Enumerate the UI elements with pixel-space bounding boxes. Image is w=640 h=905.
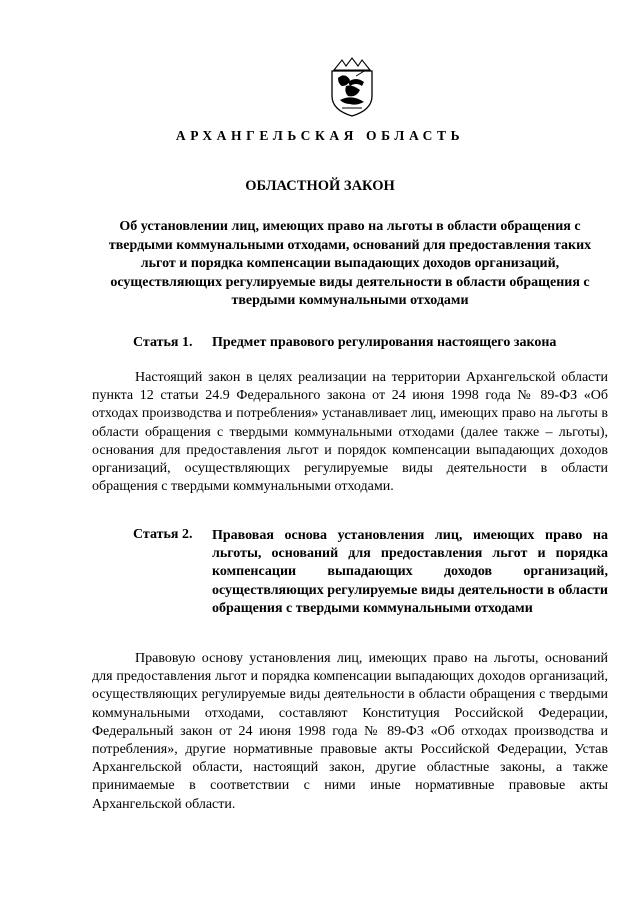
article-1-heading (133, 335, 556, 351)
coat-of-arms-icon (326, 56, 378, 118)
region-name: АРХАНГЕЛЬСКАЯ ОБЛАСТЬ (175, 128, 465, 143)
article-2-number: Статья 2. (133, 527, 193, 542)
article-1-number: Статья 1. (133, 335, 193, 350)
article-1-title: Предмет правового регулирования настоящего закона (212, 335, 557, 350)
law-title: Об установлении лиц, имеющих право на льготы в области обращения с твердыми коммунальными отходами, оснований для предоставления таких льгот и порядка компенсации выпадающих доходов организаций, осуществляющих регулируемые виды деятельности в области обращения с твердыми коммунальными отходами (108, 219, 592, 309)
article-1-text: Настоящий закон в целях реализации на территории Архангельской области пункта 12 статьи 24.9 Федерального закона от 24 июня 1998 года № 89-ФЗ «Об отходах производства и потребления» устанавливает лиц, имеющих право на льготы в области обращения с твердыми коммунальными отходами (далее также – льготы), основания для предоставления льгот и порядок компенсации выпадающих доходов организаций, осуществляющих регулируемые виды деятельности в области обращения с твердыми коммунальными отходами. (92, 370, 608, 495)
law-type: ОБЛАСТНОЙ ЗАКОН (245, 178, 395, 194)
article-2-text: Правовую основу установления лиц, имеющих право на льготы, оснований для предоставления льгот и порядка компенсации выпадающих доходов организаций, осуществляющих регулируемые виды деятельности в области обращения с твердыми коммунальными отходами, составляют Конституция Российской Федерации, Федеральный закон от 24 июня 1998 года № 89-ФЗ «Об отходах производства и потребления», другие нормативные правовые акты Российской Федерации, Устав Архангельской области, настоящий закон, другие областные законы, а также принимаемые в соответствии с ними иные нормативные правовые акты Архангельской области. (92, 651, 608, 812)
article-2-title: Правовая основа установления лиц, имеющих право на льготы, оснований для предоставления льгот и порядка компенсации выпадающих доходов организаций, осуществляющих регулируемые виды деятельности в области обращения с твердыми коммунальными отходами (212, 528, 608, 616)
